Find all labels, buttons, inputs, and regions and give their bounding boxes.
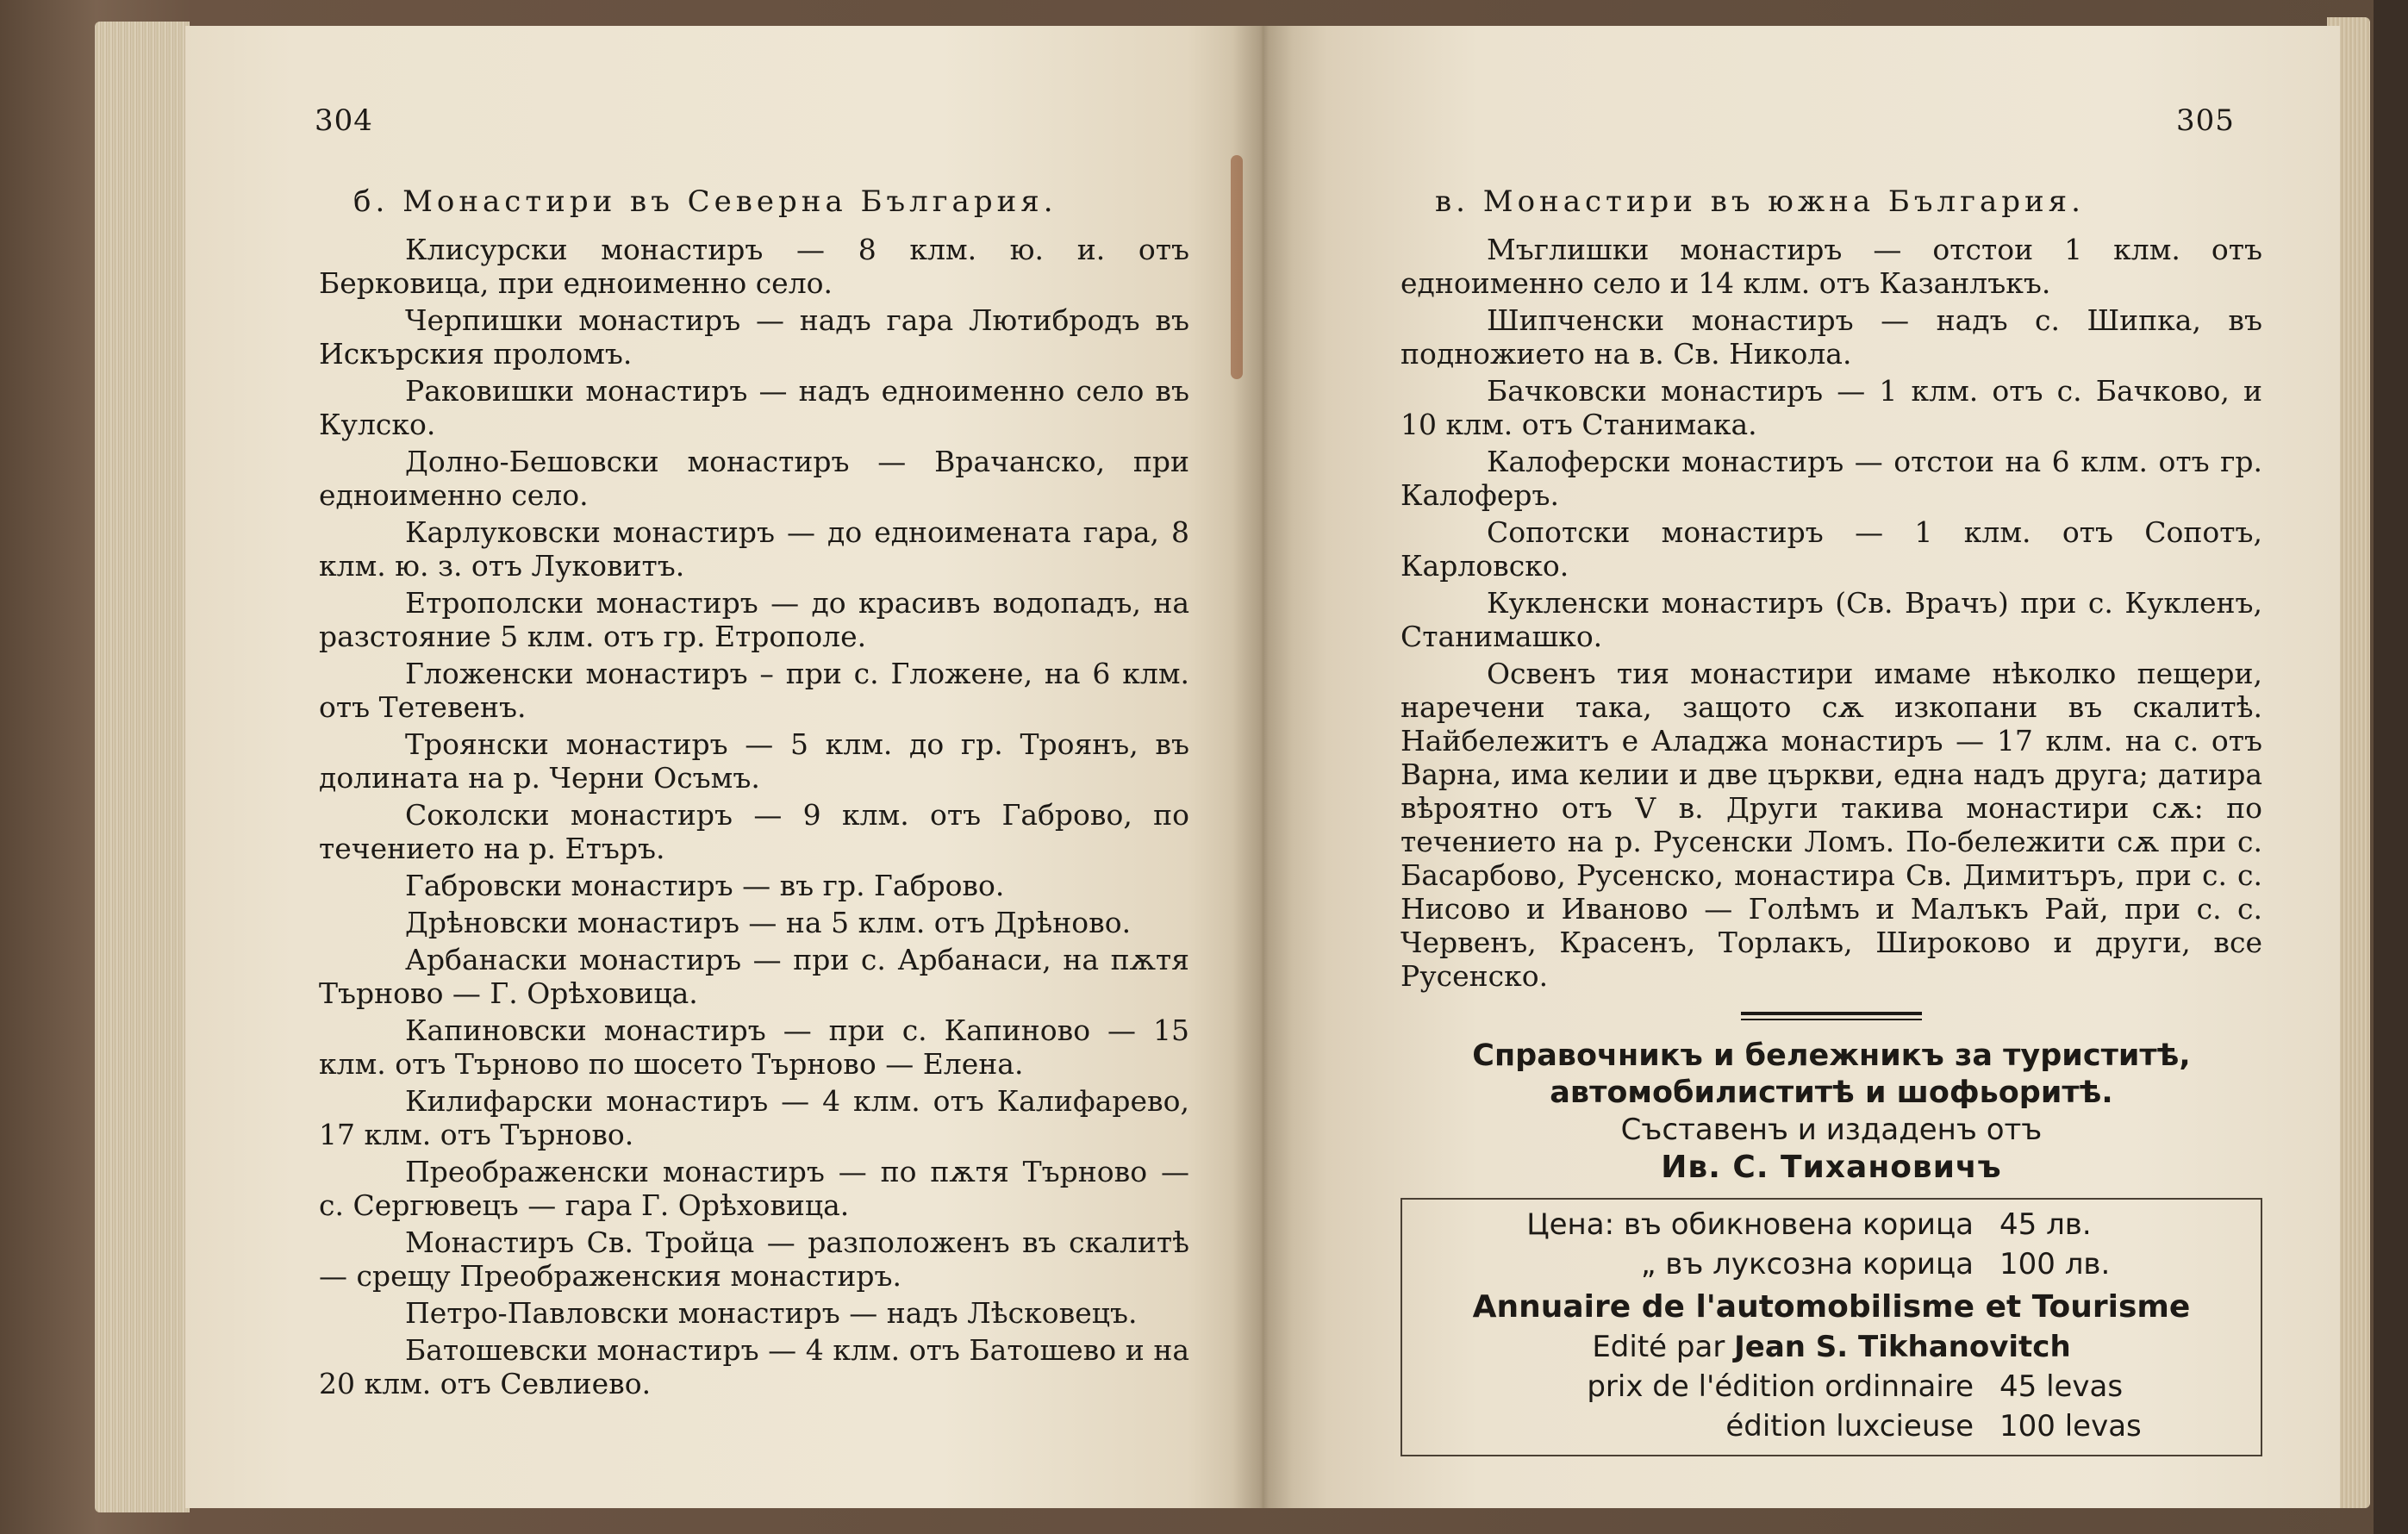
price-row (1411, 1205, 2252, 1244)
price-row (1411, 1406, 2252, 1446)
section-heading-south: в. Монастири въ южна България. (1435, 184, 2085, 219)
monastery-entry: Троянски монастиръ — 5 клм. до гр. Троянъ, въ долината на р. Черни Осъмъ. (319, 727, 1189, 795)
monastery-entry: Петро-Павловски монастиръ — надъ Лѣсковецъ. (405, 1296, 1138, 1330)
monastery-entry: Батошевски монастиръ — 4 клм. отъ Батошево и на 20 клм. отъ Севлиево. (319, 1333, 1189, 1400)
monastery-entry: Арбанаски монастиръ — при с. Арбанаси, на пѫтя Търново — Г. Орѣховица. (319, 943, 1189, 1010)
left-page-edges (95, 22, 190, 1512)
french-edited-prefix: Edité par (1592, 1330, 1725, 1364)
page-number-left: 304 (315, 103, 373, 138)
french-editor-line (1411, 1327, 2252, 1367)
monastery-entry: Шипченски монастиръ — надъ с. Шипка, въ подножието на в. Св. Никола. (1401, 303, 2262, 371)
monastery-entry: Соколски монастиръ — 9 клм. отъ Габрово, по течението на р. Етъръ. (319, 798, 1189, 865)
caves-paragraph: Освенъ тия монастири имаме нѣколко пещери, наречени така, защото сѫ изкопани въ скалитѣ. Найбележитъ е Аладжа монастиръ — 17 клм. на с. отъ Варна, има келии и две църкви, една надъ друга; датира вѣроятно отъ V в. Други такива монастири сѫ: по течението на р. Русенски Ломъ. По-бележити сѫ при с. Басарбово, Русенско, монастира Св. Димитъръ, при с. с. Нисово и Иваново — Голѣмъ и Малъкъ Рай, при с. с. Червенъ, Красенъ, Торлакъ, Широково и други, все Русенско. (1401, 657, 2262, 993)
section-divider (1741, 1012, 1922, 1020)
left-page (185, 26, 1263, 1508)
monastery-entry: Килифарски монастиръ — 4 клм. отъ Калифарево, 17 клм. отъ Търново. (319, 1084, 1189, 1151)
monastery-entry: Дрѣновски монастиръ — на 5 клм. отъ Дрѣново. (405, 906, 1132, 939)
page-number-right: 305 (2176, 103, 2235, 138)
monastery-entry: Капиновски монастиръ — при с. Капиново — 15 клм. отъ Търново по шосето Търново — Елена. (319, 1013, 1189, 1081)
ad-title-line-2: автомобилиститѣ и шофьоритѣ. (1550, 1076, 2113, 1110)
monastery-entry: Гложенски монастиръ – при с. Гложене, на 6 клм. отъ Тетевенъ. (319, 657, 1189, 724)
monastery-entry: Раковишки монастиръ — надъ едноименно село въ Кулско. (319, 374, 1189, 441)
ad-author: Ив. С. Тихановичъ (1661, 1150, 2002, 1185)
monastery-entry: Преображенски монастиръ — по пѫтя Търново — с. Сергювецъ — гара Г. Орѣховица. (319, 1155, 1189, 1222)
monastery-entry: Бачковски монастиръ — 1 клм. отъ с. Бачково, и 10 клм. отъ Станимака. (1401, 374, 2262, 441)
page-stain (1231, 155, 1243, 379)
price-value: 100 levas (1999, 1409, 2142, 1444)
price-value: 45 лв. (1999, 1207, 2092, 1242)
monastery-entry: Кукленски монастиръ (Св. Врачъ) при с. Кукленъ, Станимашко. (1401, 586, 2262, 653)
monastery-entry: Етрополски монастиръ — до красивъ водопадъ, на разстояние 5 клм. отъ гр. Етрополе. (319, 586, 1189, 653)
monastery-entry: Монастиръ Св. Тройца — разположенъ въ скалитѣ — срещу Преображенския монастиръ. (319, 1225, 1189, 1293)
monastery-entry: Карлуковски монастиръ — до едноимената гара, 8 клм. ю. з. отъ Луковитъ. (319, 515, 1189, 583)
monastery-entry: Мъглишки монастиръ — отстои 1 клм. отъ едноименно село и 14 клм. отъ Казанлъкъ. (1401, 233, 2262, 300)
advertisement (1401, 1038, 2262, 1456)
price-value: 45 levas (1999, 1369, 2124, 1404)
book-cover-edge (2374, 0, 2408, 1534)
monastery-entry: Долно-Бешовски монастиръ — Врачанско, при едноименно село. (319, 445, 1189, 512)
french-title: Annuaire de l'automobilisme et Tourisme (1472, 1289, 2191, 1325)
section-heading-north: б. Монастири въ Северна България. (353, 184, 1057, 219)
monastery-entry: Калоферски монастиръ — отстои на 6 клм. отъ гр. Калоферъ. (1401, 445, 2262, 512)
monastery-entry: Клисурски монастиръ — 8 клм. ю. и. отъ Берковица, при едноименно село. (319, 233, 1189, 300)
ad-compiled-by: Съставенъ и издаденъ отъ (1620, 1113, 2043, 1147)
monastery-entry: Черпишки монастиръ — надъ гара Лютибродъ въ Искърския проломъ. (319, 303, 1189, 371)
price-row (1411, 1244, 2252, 1284)
price-value: 100 лв. (1999, 1247, 2111, 1281)
right-page-content (1401, 185, 2262, 1456)
monastery-entry: Габровски монастиръ — въ гр. Габрово. (405, 869, 1005, 902)
right-page (1263, 26, 2340, 1508)
price-label: Цена: въ обикновена корица (1526, 1207, 1974, 1242)
price-label: édition luxcieuse (1725, 1409, 1974, 1444)
price-label: prix de l'édition ordinnaire (1587, 1369, 1974, 1404)
left-page-content (319, 185, 1189, 1404)
price-row (1411, 1367, 2252, 1406)
price-box (1401, 1198, 2262, 1456)
price-label: „ въ луксозна корица (1640, 1247, 1974, 1281)
french-editor-name: Jean S. Tikhanovitch (1734, 1330, 2071, 1364)
ad-title-line-1: Справочникъ и бележникъ за туриститѣ, (1472, 1038, 2191, 1073)
monastery-entry: Сопотски монастиръ — 1 клм. отъ Сопотъ, Карловско. (1401, 515, 2262, 583)
